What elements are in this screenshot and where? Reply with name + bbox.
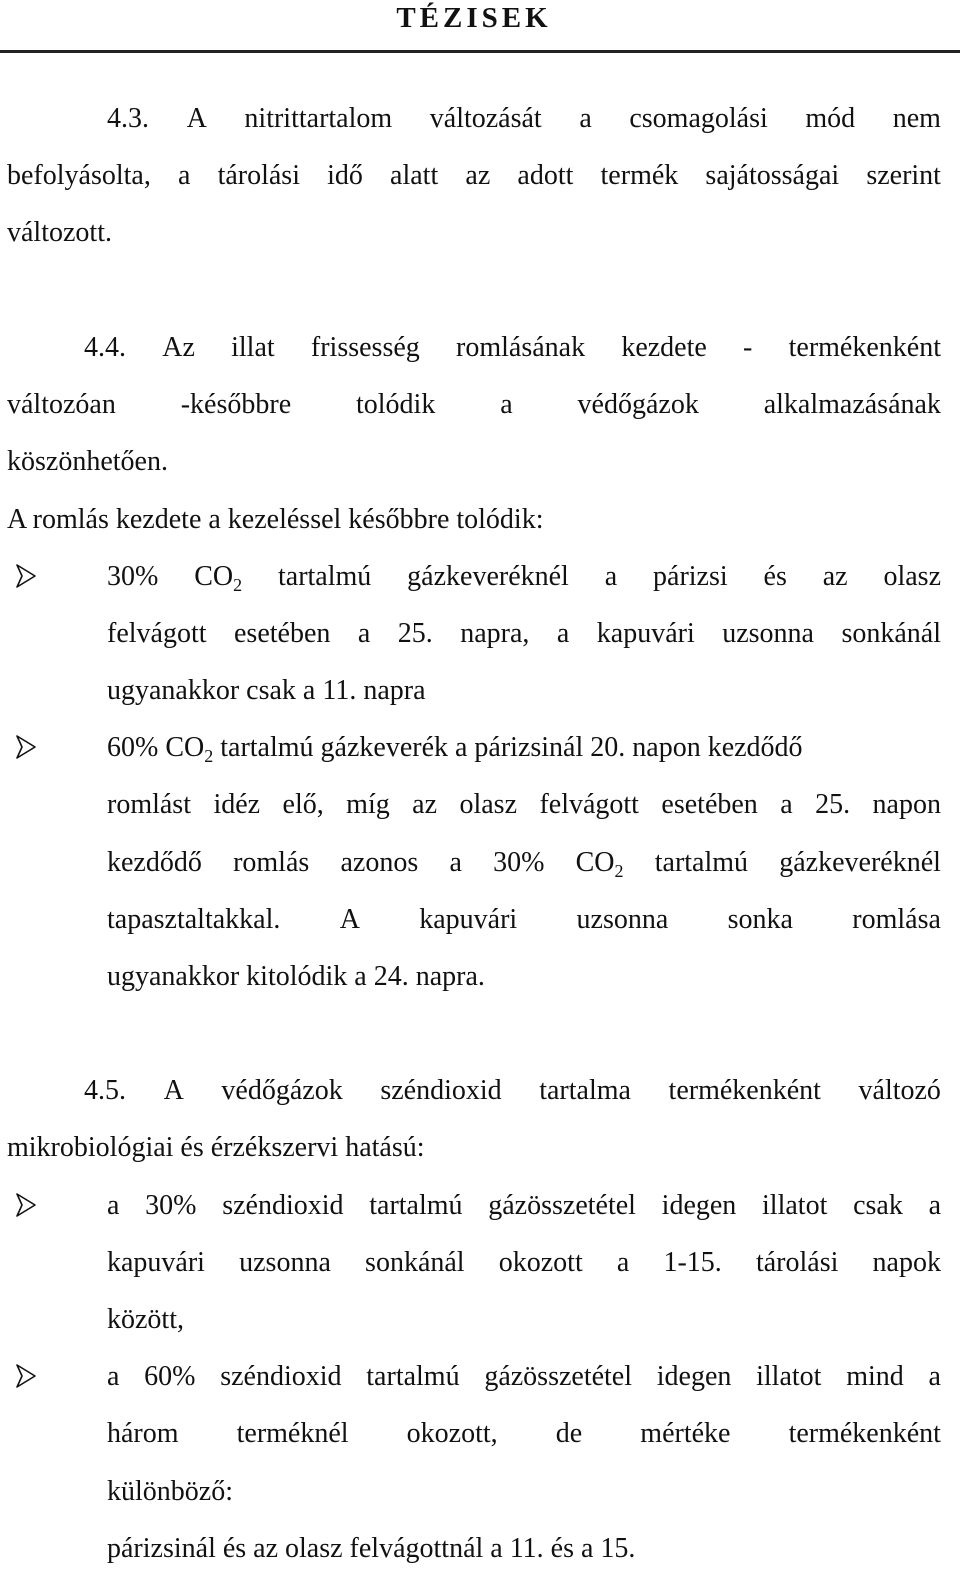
word: mód (805, 103, 856, 134)
word: termékenként (668, 1075, 821, 1106)
word: felvágott (107, 618, 207, 649)
thesis-4-5-bullet-2-line-1 (107, 1359, 941, 1395)
word: a (107, 1361, 120, 1392)
word: alkalmazásának (763, 389, 941, 420)
word: változóan (7, 389, 116, 420)
word: adott (517, 160, 574, 191)
word: terméknél (236, 1418, 349, 1449)
word: illatot (756, 1361, 822, 1392)
word: a (579, 103, 592, 134)
thesis-4-5-line-1 (84, 1073, 941, 1109)
word: befolyásolta, (7, 160, 151, 191)
word: A (163, 1075, 184, 1106)
word: három (107, 1418, 179, 1449)
thesis-4-5-bullet-1-line-2 (107, 1245, 941, 1281)
word: a (616, 1247, 630, 1278)
word: 4.5. (84, 1075, 126, 1106)
arrow-bullet-icon (14, 733, 38, 761)
word: illatot (762, 1190, 828, 1221)
word: 60% (144, 1361, 196, 1392)
word: sonkánál (841, 618, 941, 649)
word: csak (853, 1190, 903, 1221)
word: a (556, 618, 570, 649)
word: esetében (661, 789, 758, 820)
word: napok (872, 1247, 941, 1278)
thesis-4-4-bullet-2-line-1: 60% $CO_2$ tartalmú gázkeverék a párizsinál 20. napon kezdődő (107, 732, 803, 766)
thesis-4-4-bullet-1-line-1: 30% $CO_2$ tartalmú gázkeveréknél a párizsi és az olasz (107, 561, 941, 595)
word: napon (872, 789, 941, 820)
word: változását (429, 103, 542, 134)
word: 4.3. (107, 103, 149, 134)
word: romlást (107, 789, 191, 820)
word: uzsonna (722, 618, 814, 649)
word: tartalmú (366, 1361, 460, 1392)
word: idegen (661, 1190, 737, 1221)
word: tolódik (356, 389, 436, 420)
word: 30% (145, 1190, 197, 1221)
word: 25. (815, 789, 851, 820)
word: gázösszetétel (484, 1361, 633, 1392)
word: míg (346, 789, 390, 820)
word: csomagolási (629, 103, 768, 134)
word: nem (892, 103, 941, 134)
thesis-4-4-line-1 (84, 330, 941, 366)
word: termékenként (788, 1418, 941, 1449)
word: kapuvári (596, 618, 695, 649)
word: kapuvári (107, 1247, 205, 1278)
thesis-4-3-line-1 (107, 101, 941, 137)
word: okozott (498, 1247, 583, 1278)
word: idéz (213, 789, 261, 820)
word: idő (327, 160, 363, 191)
word: tartalmú (369, 1190, 463, 1221)
word: a (780, 789, 793, 820)
word: -későbbre (180, 389, 292, 420)
thesis-4-4-line-4: A romlás kezdete a kezeléssel későbbre tolódik: (7, 504, 544, 535)
word: 4.4. (84, 332, 126, 363)
word: elő, (282, 789, 324, 820)
word: nitrittartalom (244, 103, 393, 134)
word: termékenként (788, 332, 941, 363)
word: mértéke (640, 1418, 731, 1449)
thesis-4-4-line-2 (7, 387, 941, 423)
word: 1-15. (663, 1247, 722, 1278)
word: védőgázok (577, 389, 699, 420)
word: a (500, 389, 513, 420)
word: napra, (460, 618, 530, 649)
word: sonka (727, 904, 793, 935)
word: kapuvári (419, 904, 518, 935)
thesis-4-5-bullet-1-line-3: között, (107, 1304, 184, 1335)
word: tárolási (217, 160, 300, 191)
word: A (339, 904, 360, 935)
word: a (107, 1190, 120, 1221)
word: uzsonna (576, 904, 669, 935)
word: változó (858, 1075, 941, 1106)
thesis-4-4-bullet-1-line-3: ugyanakkor csak a 11. napra (107, 675, 426, 706)
bullet-1-percent: 30% (107, 561, 159, 592)
page-header (0, 0, 960, 53)
bullet-1-co2: $CO_2$ (194, 561, 243, 595)
bullet-2-co2: $CO_2$ (575, 847, 624, 881)
word: olasz (459, 789, 517, 820)
thesis-4-4-bullet-2-line-5: ugyanakkor kitolódik a 24. napra. (107, 961, 485, 992)
word: felvágott (539, 789, 639, 820)
word: széndioxid (220, 1361, 342, 1392)
word: tárolási (755, 1247, 839, 1278)
word: de (555, 1418, 583, 1449)
word: 25. (397, 618, 433, 649)
word: szerint (866, 160, 941, 191)
word: romlásának (456, 332, 586, 363)
word: széndioxid (380, 1075, 502, 1106)
thesis-4-4-line-3: köszönhetően. (7, 446, 168, 477)
word: kezdete (621, 332, 707, 363)
arrow-bullet-icon (14, 1191, 38, 1219)
thesis-4-4-bullet-2-line-4 (107, 902, 941, 938)
word: romlása (852, 904, 941, 935)
word: frissesség (310, 332, 420, 363)
word: sajátosságai (705, 160, 840, 191)
word: a (357, 618, 371, 649)
word: okozott, (406, 1418, 498, 1449)
thesis-4-4-bullet-2-line-3: kezdődő romlás azonos a 30% $CO_2$ tartalmú gázkeveréknél (107, 847, 941, 881)
word: - (743, 332, 753, 363)
word: a (928, 1361, 941, 1392)
word: idegen (656, 1361, 732, 1392)
arrow-bullet-icon (14, 562, 38, 590)
thesis-4-4-bullet-1-line-2 (107, 616, 941, 652)
word: gázösszetétel (488, 1190, 636, 1221)
thesis-4-4-bullet-2-line-2 (107, 787, 941, 823)
word: az (465, 160, 491, 191)
word: Az (162, 332, 195, 363)
word: esetében (234, 618, 331, 649)
thesis-4-5-bullet-2-line-2 (107, 1416, 941, 1452)
word: alatt (390, 160, 439, 191)
word: a (177, 160, 191, 191)
thesis-4-5-bullet-2-line-4: párizsinál és az olasz felvágottnál a 11. és a 15. (107, 1533, 636, 1564)
word: uzsonna (239, 1247, 331, 1278)
word: A (186, 103, 207, 134)
page-title: TÉZISEK (396, 2, 552, 34)
word: illat (231, 332, 275, 363)
arrow-bullet-icon (14, 1362, 38, 1390)
word: mind (846, 1361, 904, 1392)
word: sonkánál (365, 1247, 465, 1278)
word: termék (600, 160, 679, 191)
word: az (412, 789, 438, 820)
word: védőgázok (221, 1075, 343, 1106)
word: széndioxid (222, 1190, 344, 1221)
thesis-4-3-line-3: változott. (7, 217, 112, 248)
word: tartalma (539, 1075, 631, 1106)
thesis-4-5-line-2: mikrobiológiai és érzékszervi hatású: (7, 1132, 425, 1163)
thesis-4-5-bullet-2-line-3: különböző: (107, 1476, 233, 1507)
word: a (928, 1190, 941, 1221)
thesis-4-3-line-2 (7, 158, 941, 194)
thesis-4-5-bullet-1-line-1 (107, 1188, 941, 1224)
word: tapasztaltakkal. (107, 904, 281, 935)
